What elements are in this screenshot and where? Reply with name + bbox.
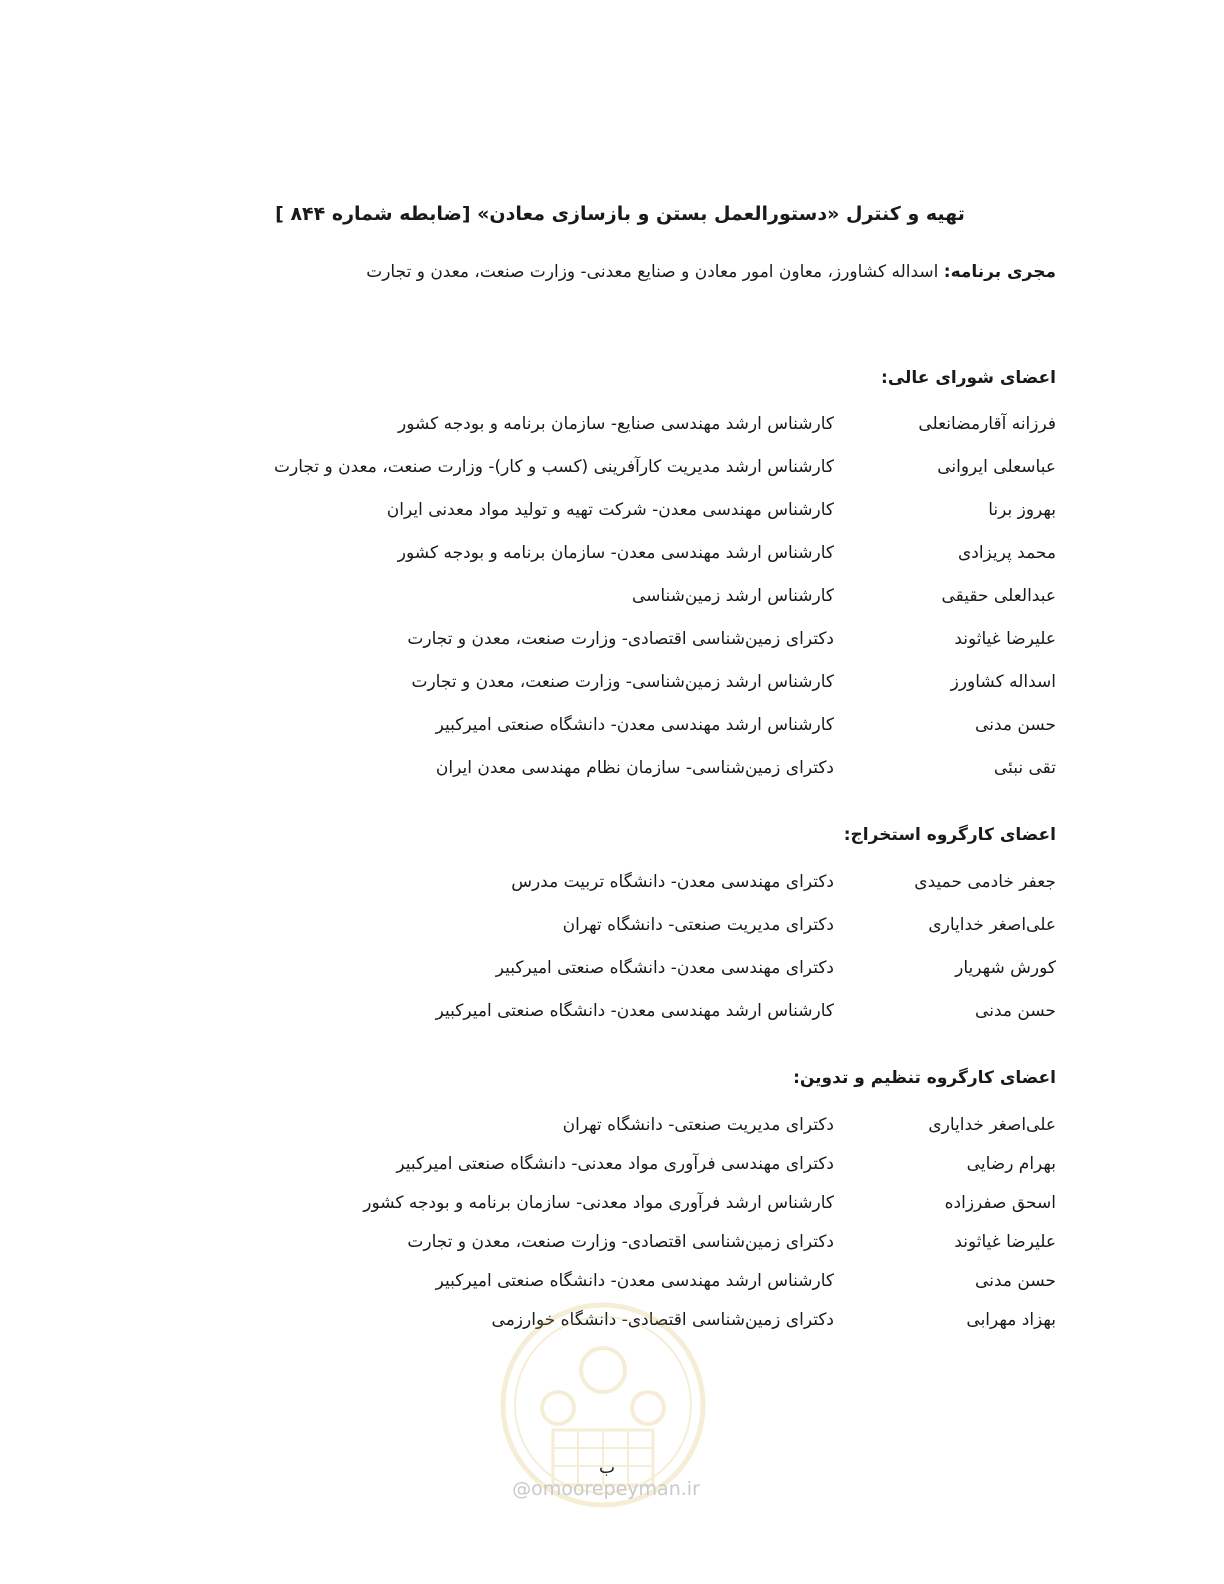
member-description: کارشناس ارشد مهندسی معدن- دانشگاه صنعتی امیرکبیر — [435, 1271, 834, 1291]
member-description: دکترای مدیریت صنعتی- دانشگاه تهران — [562, 915, 834, 935]
member-name: علی‌اصغر خدایاری — [928, 915, 1056, 935]
member-name: بهزاد مهرابی — [966, 1310, 1056, 1330]
member-name: اسداله کشاورز — [950, 672, 1056, 692]
watermark-text: @omoorepeyman.ir — [512, 1478, 700, 1500]
member-name: حسن مدنی — [975, 1271, 1056, 1291]
program-executor — [366, 262, 1056, 282]
executor-label: مجری برنامه: — [943, 262, 1056, 282]
section-heading-drafting: اعضای کارگروه تنظیم و تدوین: — [793, 1068, 1056, 1088]
member-name: محمد پریزادی — [957, 543, 1056, 563]
member-description: کارشناس ارشد مدیریت کارآفرینی (کسب و کار)- وزارت صنعت، معدن و تجارت — [273, 457, 834, 477]
section-heading-council: اعضای شورای عالی: — [881, 368, 1056, 388]
member-name: بهروز برنا — [988, 500, 1056, 520]
member-name: بهرام رضایی — [966, 1154, 1056, 1174]
member-name: عباسعلی ایروانی — [937, 457, 1056, 477]
member-description: دکترای مهندسی معدن- دانشگاه صنعتی امیرکبیر — [495, 958, 834, 978]
member-description: کارشناس ارشد مهندسی معدن- سازمان برنامه و بودجه کشور — [397, 543, 834, 563]
member-description: دکترای مهندسی معدن- دانشگاه تربیت مدرس — [511, 872, 834, 892]
member-name: اسحق صفرزاده — [944, 1193, 1056, 1213]
member-description: کارشناس ارشد مهندسی معدن- دانشگاه صنعتی امیرکبیر — [435, 715, 834, 735]
member-description: کارشناس مهندسی معدن- شرکت تهیه و تولید مواد معدنی ایران — [386, 500, 834, 520]
member-description: کارشناس ارشد زمین‌شناسی- وزارت صنعت، معدن و تجارت — [411, 672, 834, 692]
member-name: علی‌اصغر خدایاری — [928, 1115, 1056, 1135]
member-description: دکترای زمین‌شناسی- سازمان نظام مهندسی معدن ایران — [435, 758, 834, 778]
member-name: عبدالعلی حقیقی — [941, 586, 1056, 606]
member-name: جعفر خادمی حمیدی — [914, 872, 1056, 892]
member-name: کورش شهریار — [955, 958, 1056, 978]
member-name: علیرضا غیاثوند — [954, 629, 1056, 649]
executor-value: اسداله کشاورز، معاون امور معادن و صنایع معدنی- وزارت صنعت، معدن و تجارت — [366, 262, 944, 282]
member-description: کارشناس ارشد زمین‌شناسی — [631, 586, 834, 606]
member-description: دکترای مهندسی فرآوری مواد معدنی- دانشگاه صنعتی امیرکبیر — [396, 1154, 834, 1174]
member-name: فرزانه آقارمضانعلی — [918, 414, 1056, 434]
page-number: ب — [598, 1458, 615, 1478]
member-description: کارشناس ارشد فرآوری مواد معدنی- سازمان برنامه و بودجه کشور — [363, 1193, 834, 1213]
member-name: تقی نبئی — [993, 758, 1056, 778]
member-name: حسن مدنی — [975, 715, 1056, 735]
member-name: علیرضا غیاثوند — [954, 1232, 1056, 1252]
member-description: دکترای زمین‌شناسی اقتصادی- دانشگاه خوارزمی — [491, 1310, 834, 1330]
member-name: حسن مدنی — [975, 1001, 1056, 1021]
member-description: دکترای زمین‌شناسی اقتصادی- وزارت صنعت، معدن و تجارت — [407, 1232, 834, 1252]
section-heading-extraction: اعضای کارگروه استخراج: — [843, 825, 1056, 845]
member-description: کارشناس ارشد مهندسی معدن- دانشگاه صنعتی امیرکبیر — [435, 1001, 834, 1021]
document-title: تهیه و کنترل «دستورالعمل بستن و بازسازی معادن» [ضابطه شماره ۸۴۴ ] — [275, 203, 965, 225]
member-description: کارشناس ارشد مهندسی صنایع- سازمان برنامه و بودجه کشور — [398, 414, 834, 434]
member-description: دکترای زمین‌شناسی اقتصادی- وزارت صنعت، معدن و تجارت — [407, 629, 834, 649]
member-description: دکترای مدیریت صنعتی- دانشگاه تهران — [562, 1115, 834, 1135]
